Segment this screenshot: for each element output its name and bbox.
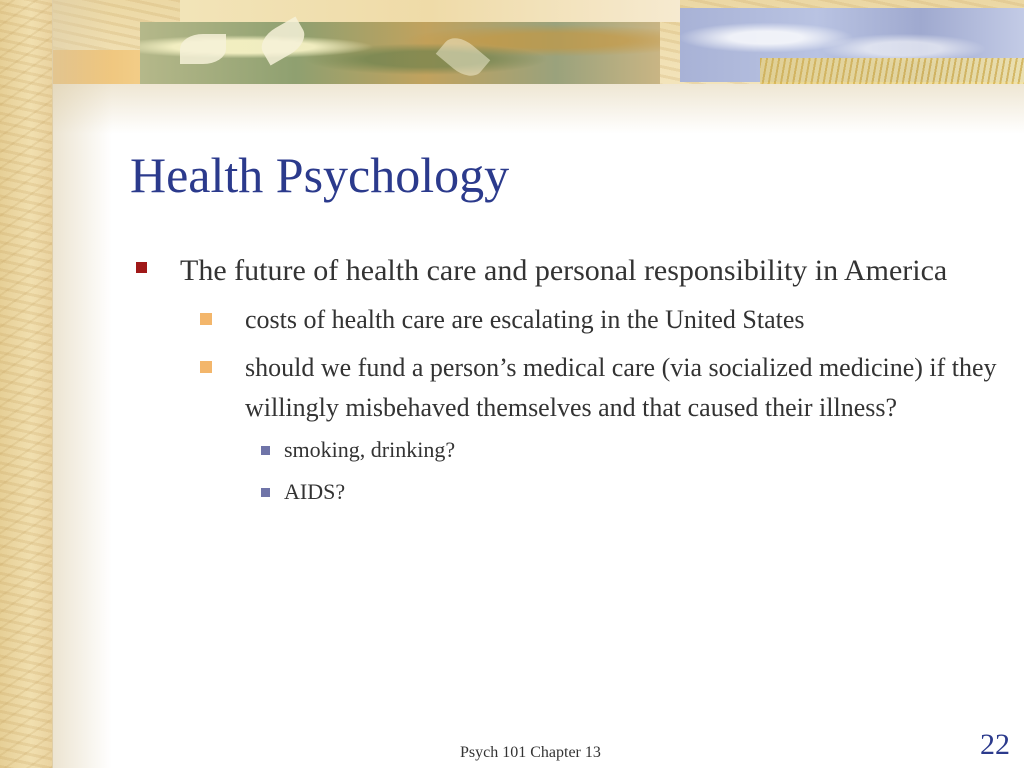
slide-footer: Psych 101 Chapter 13 xyxy=(460,744,601,761)
square-bullet-icon xyxy=(136,262,147,273)
banner-collage-top xyxy=(180,0,680,22)
slide-number: 22 xyxy=(980,728,1010,761)
banner-collage-leaves xyxy=(140,22,660,84)
bullet-text: The future of health care and personal responsibility in America xyxy=(180,254,948,287)
slide-title: Health Psychology xyxy=(130,147,510,203)
banner-shadow xyxy=(52,84,1024,134)
bullet-text: smoking, drinking? xyxy=(284,437,456,462)
square-bullet-icon xyxy=(200,313,212,325)
bullet-text: AIDS? xyxy=(284,479,346,504)
left-parchment-strip xyxy=(0,0,53,768)
bullet-item-level3 xyxy=(130,478,1010,506)
banner-collage-wheat xyxy=(760,58,1024,84)
square-bullet-icon xyxy=(200,361,212,373)
left-strip-shadow xyxy=(52,0,112,768)
leaf-decoration xyxy=(436,31,491,84)
bullet-item-level2 xyxy=(130,348,1010,428)
square-bullet-icon xyxy=(261,446,270,455)
leaf-decoration xyxy=(256,17,311,66)
square-bullet-icon xyxy=(261,488,270,497)
bullet-item-level2 xyxy=(130,300,1010,340)
leaf-decoration xyxy=(180,34,226,64)
bullet-item-level1 xyxy=(130,248,1010,294)
bullet-item-level3 xyxy=(130,436,1010,464)
bullet-list xyxy=(130,248,1010,520)
bullet-text: costs of health care are escalating in the United States xyxy=(245,305,805,334)
bullet-text: should we fund a person’s medical care (via socialized medicine) if they willingly misbehaved themselves and that caused their illness? xyxy=(245,353,997,422)
